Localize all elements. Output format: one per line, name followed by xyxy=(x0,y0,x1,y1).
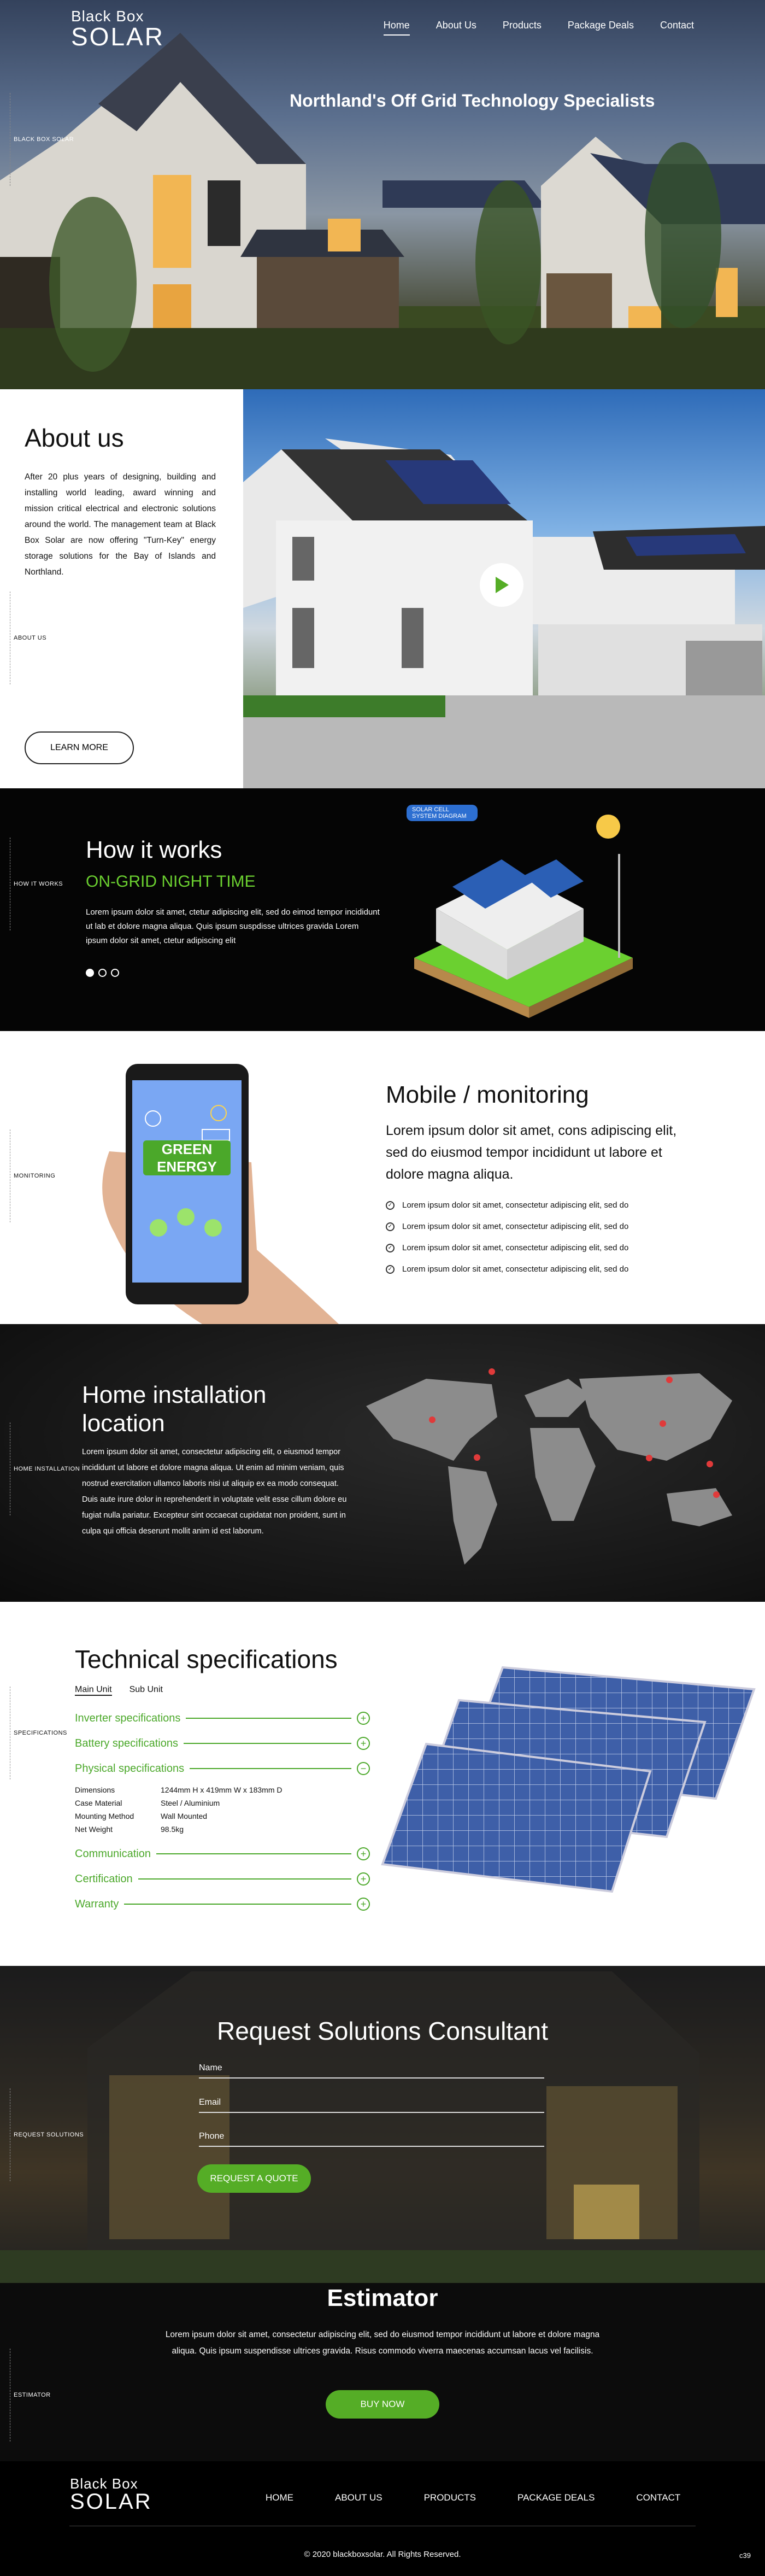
plus-icon: + xyxy=(357,1712,370,1725)
accordion-label: Inverter specifications xyxy=(75,1712,181,1724)
map-pin-icon xyxy=(713,1491,720,1498)
nav-contact[interactable]: Contact xyxy=(660,20,694,31)
accordion-battery[interactable] xyxy=(75,1731,370,1756)
side-indicator-about xyxy=(10,592,46,684)
brand-line2: SOLAR xyxy=(70,2490,152,2514)
side-indicator-installation xyxy=(10,1422,80,1515)
about-house-image xyxy=(243,389,765,788)
spec-value: Wall Mounted xyxy=(161,1812,208,1820)
footer-nav-products[interactable]: PRODUCTS xyxy=(423,2492,476,2503)
mobile-monitoring-section xyxy=(0,1031,765,1324)
map-pin-icon xyxy=(666,1377,673,1383)
feature-list xyxy=(386,1201,681,1274)
side-indicator-hero xyxy=(10,93,74,186)
accordion-physical[interactable] xyxy=(75,1756,370,1781)
side-label: ABOUT US xyxy=(14,635,47,641)
phone-hand-image xyxy=(93,1053,339,1324)
slider-dot-2[interactable] xyxy=(98,969,107,977)
table-row xyxy=(75,1810,370,1823)
slider-dots xyxy=(86,969,119,977)
learn-more-button[interactable]: LEARN MORE xyxy=(25,731,134,764)
map-pin-icon xyxy=(429,1416,436,1423)
map-pin-icon xyxy=(489,1368,495,1375)
how-heading: How it works xyxy=(86,836,222,863)
footer-nav xyxy=(266,2492,680,2503)
accordion-label: Warranty xyxy=(75,1898,119,1910)
diagram-label: SOLAR CELL SYSTEM DIAGRAM xyxy=(407,805,478,821)
about-heading: About us xyxy=(25,424,124,452)
brand-line2: SOLAR xyxy=(71,22,164,51)
accordion-label: Certification xyxy=(75,1872,133,1885)
footer-nav-home[interactable]: HOME xyxy=(266,2492,293,2503)
map-pins xyxy=(361,1357,754,1576)
map-pin-icon xyxy=(646,1455,652,1461)
nav-about[interactable]: About Us xyxy=(436,20,476,31)
install-body: Lorem ipsum dolor sit amet, consectetur adipiscing elit, o eiusmod tempor incididunt ut labore et dolore magna aliqua. Ut enim ad minim veniam, quis nostrud exercitation ullamco laboris nisi ut aliquip ex ea modo consequat. Duis aute irure dolor in reprehenderit in voluptate velit esse cillum dolore eu fugiat nulla pariatur. Excepteur sint occaecat cupidatat non proident, sunt in culpa qui officia deserunt mollit anim id est laborum. xyxy=(82,1448,347,1536)
side-label: BLACK BOX SOLAR xyxy=(14,136,74,143)
house-night-background xyxy=(0,1966,765,2283)
page-number: c39 xyxy=(739,2551,751,2560)
footer-nav-package-deals[interactable]: PACKAGE DEALS xyxy=(517,2492,595,2503)
hero-section xyxy=(0,0,765,389)
spec-value: Steel / Aluminium xyxy=(161,1799,220,1807)
brand-logo[interactable] xyxy=(71,9,164,49)
plus-icon: + xyxy=(357,1737,370,1750)
copyright: © 2020 blackboxsolar. All Rights Reserved. xyxy=(304,2550,461,2559)
list-item xyxy=(386,1264,681,1274)
side-indicator-specifications xyxy=(10,1687,67,1779)
estimator-heading: Estimator xyxy=(327,2285,438,2311)
minus-icon: − xyxy=(357,1762,370,1775)
solar-panels-image xyxy=(377,1662,760,1924)
side-indicator-monitoring xyxy=(10,1129,55,1222)
side-label: REQUEST SOLUTIONS xyxy=(14,2132,84,2138)
phone-field[interactable]: Phone xyxy=(199,2127,544,2147)
email-field[interactable]: Email xyxy=(199,2093,544,2113)
side-indicator-request xyxy=(10,2088,84,2181)
plus-icon: + xyxy=(357,1898,370,1911)
side-label: SPECIFICATIONS xyxy=(14,1730,67,1736)
how-body: Lorem ipsum dolor sit amet, ctetur adipiscing elit, sed do eimod tempor incididunt ut lab et dolore magna aliqua. Quis ipsum suspdisse ultrices gravida Lorem ipsum dolor sit amet, ctetur adipiscing elit xyxy=(86,908,380,945)
list-item-text: Lorem ipsum dolor sit amet, consectetur adipiscing elit, sed do xyxy=(402,1201,629,1210)
play-icon xyxy=(493,576,510,594)
side-indicator-how xyxy=(10,838,63,930)
map-pin-icon xyxy=(474,1454,480,1461)
check-circle-icon: ✓ xyxy=(386,1265,395,1274)
tab-sub-unit[interactable]: Sub Unit xyxy=(129,1685,163,1694)
list-item-text: Lorem ipsum dolor sit amet, consectetur adipiscing elit, sed do xyxy=(402,1222,629,1231)
spec-value: 1244mm H x 419mm W x 183mm D xyxy=(161,1785,283,1794)
table-row xyxy=(75,1783,370,1796)
request-heading: Request Solutions Consultant xyxy=(216,2017,549,2045)
list-item xyxy=(386,1243,681,1252)
phone-screen-text: GREEN ENERGY xyxy=(143,1140,231,1175)
technical-specifications-section xyxy=(0,1602,765,1966)
unit-tabs xyxy=(75,1685,370,1696)
brand-line1: Black Box xyxy=(71,8,144,25)
mobile-lead: Lorem ipsum dolor sit amet, cons adipiscing elit, sed do eiusmod tempor incididunt ut labore et dolore magna aliqua. xyxy=(386,1123,677,1182)
about-body: After 20 plus years of designing, building and installing world leading, award winning and mission critical electrical and electronic solutions around the world. The management team at Black Box Solar are now offering "Turn-Key" energy storage solutions for the Bay of Islands and Northland. xyxy=(25,472,216,577)
list-item-text: Lorem ipsum dolor sit amet, consectetur adipiscing elit, sed do xyxy=(402,1243,629,1252)
accordion-label: Communication xyxy=(75,1847,151,1860)
check-circle-icon: ✓ xyxy=(386,1201,395,1210)
install-heading: Home installation location xyxy=(82,1381,267,1437)
map-pin-icon xyxy=(707,1461,713,1467)
home-installation-section xyxy=(0,1324,765,1602)
spec-key: Dimensions xyxy=(75,1785,115,1794)
solar-system-diagram xyxy=(403,805,660,1018)
spec-key: Case Material xyxy=(75,1799,122,1807)
name-field[interactable]: Name xyxy=(199,2059,544,2079)
list-item xyxy=(386,1222,681,1231)
check-circle-icon: ✓ xyxy=(386,1244,395,1252)
physical-specs-table xyxy=(75,1783,370,1836)
request-consultant-section xyxy=(0,1966,765,2283)
accordion-communication[interactable] xyxy=(75,1841,370,1866)
play-video-button[interactable] xyxy=(480,563,523,607)
brand-line1: Black Box xyxy=(70,2475,138,2492)
side-label: MONITORING xyxy=(14,1173,56,1179)
tab-main-unit[interactable]: Main Unit xyxy=(75,1685,112,1696)
accordion-inverter[interactable] xyxy=(75,1706,370,1731)
plus-icon: + xyxy=(357,1872,370,1886)
nav-home[interactable]: Home xyxy=(384,20,410,36)
buy-now-button[interactable]: BUY NOW xyxy=(326,2390,439,2419)
mobile-heading: Mobile / monitoring xyxy=(386,1081,589,1108)
nav-products[interactable]: Products xyxy=(502,20,542,31)
specs-heading: Technical specifications xyxy=(75,1645,338,1673)
footer-nav-contact[interactable]: CONTACT xyxy=(636,2492,681,2503)
how-it-works-section xyxy=(0,788,765,1031)
request-quote-button[interactable]: REQUEST A QUOTE xyxy=(197,2164,311,2193)
spec-key: Mounting Method xyxy=(75,1812,134,1820)
table-row xyxy=(75,1823,370,1836)
accordion-label: Battery specifications xyxy=(75,1737,178,1749)
footer-logo[interactable] xyxy=(70,2477,152,2513)
footer-nav-about[interactable]: ABOUT US xyxy=(335,2492,382,2503)
map-pin-icon xyxy=(660,1420,666,1427)
accordion-label: Physical specifications xyxy=(75,1762,185,1775)
about-section xyxy=(0,389,765,788)
accordion-certification[interactable] xyxy=(75,1866,370,1892)
slider-dot-3[interactable] xyxy=(111,969,119,977)
side-label: ESTIMATOR xyxy=(14,2392,51,2398)
nav-package-deals[interactable]: Package Deals xyxy=(567,20,634,31)
footer xyxy=(0,2461,765,2576)
side-label: HOME INSTALLATION xyxy=(14,1466,80,1472)
estimator-section xyxy=(0,2283,765,2461)
hero-house-image xyxy=(0,0,765,389)
spec-key: Net Weight xyxy=(75,1825,113,1834)
how-subheading: ON-GRID NIGHT TIME xyxy=(86,873,256,891)
slider-dot-1[interactable] xyxy=(86,969,94,977)
spec-value: 98.5kg xyxy=(161,1825,184,1834)
list-item-text: Lorem ipsum dolor sit amet, consectetur adipiscing elit, sed do xyxy=(402,1264,629,1274)
side-label: HOW IT WORKS xyxy=(14,881,63,887)
table-row xyxy=(75,1796,370,1810)
plus-icon: + xyxy=(357,1847,370,1860)
check-circle-icon: ✓ xyxy=(386,1222,395,1231)
accordion-warranty[interactable] xyxy=(75,1892,370,1917)
list-item xyxy=(386,1201,681,1210)
estimator-body: Lorem ipsum dolor sit amet, consectetur adipiscing elit, sed do eiusmod tempor incididunt ut labore et dolore magna aliqua. Quis ipsum suspendisse ultrices gravida. Risus commodo viverra maecenas accumsan lacus vel facilisis. xyxy=(165,2330,600,2356)
hero-title: Northland's Off Grid Technology Specialists xyxy=(290,91,655,110)
main-nav xyxy=(384,20,694,36)
